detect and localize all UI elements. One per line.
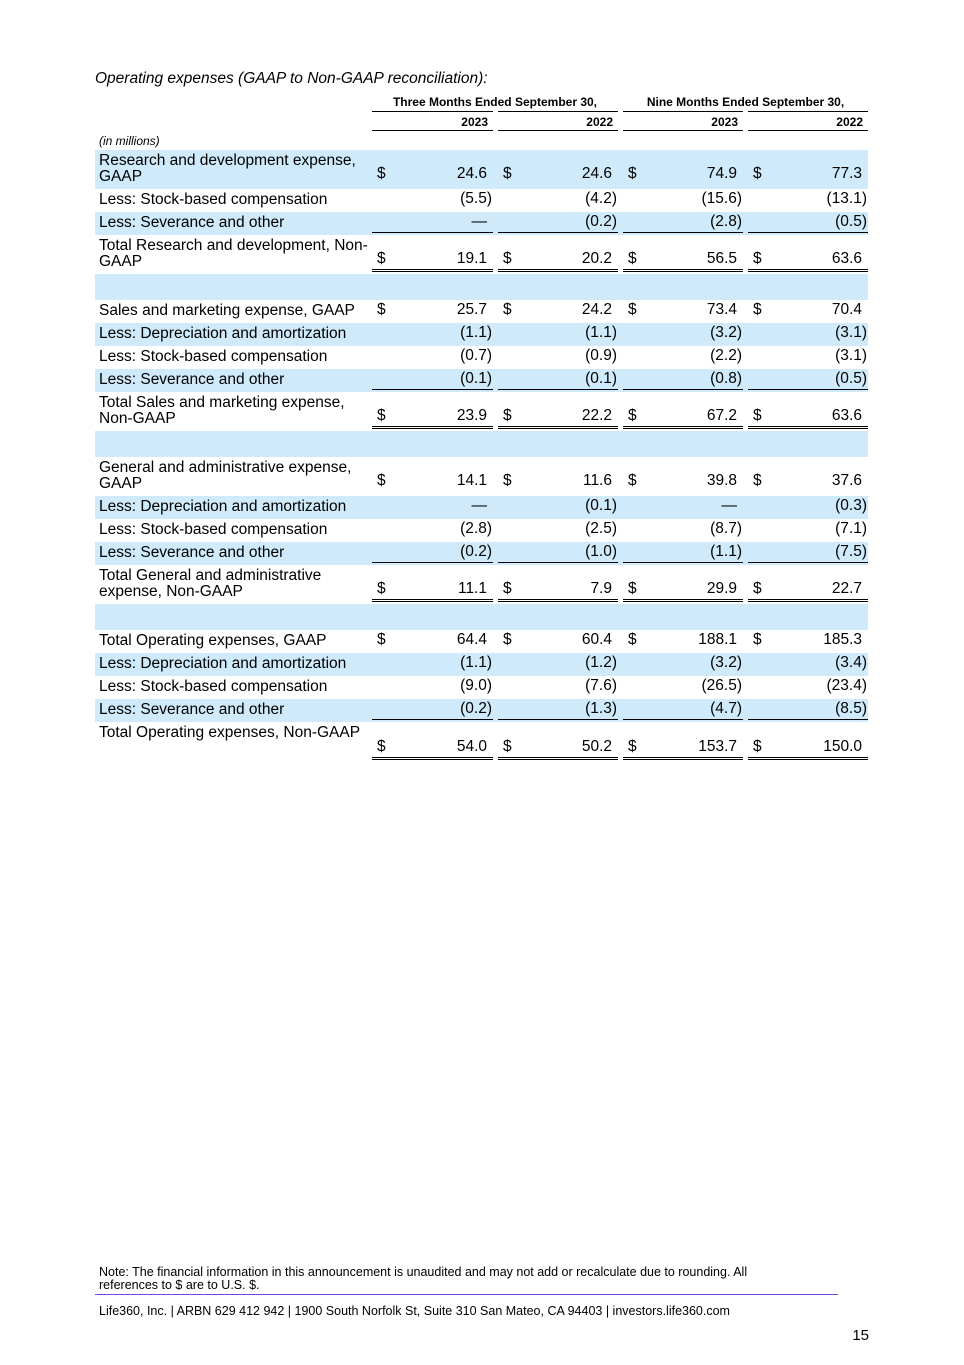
value-cell — [748, 213, 868, 233]
footer-company-info: Life360, Inc. | ARBN 629 412 942 | 1900 South Norfolk St, Suite 310 San Mateo, CA 94403 | investors.life360.com — [99, 1304, 730, 1318]
value-cell — [623, 580, 743, 602]
row-label: General and administrative expense, GAAP — [99, 459, 352, 492]
amount: 14.1 — [456, 472, 487, 489]
amount: 67.2 — [706, 407, 737, 424]
amount: (5.5) — [460, 190, 492, 207]
dollar-sign: $ — [628, 250, 637, 267]
spacer-row — [95, 604, 868, 630]
value-cell — [748, 677, 868, 696]
header-year: 2023 — [372, 115, 493, 131]
amount: 63.6 — [831, 407, 862, 424]
dollar-sign: $ — [503, 631, 512, 648]
amount: 70.4 — [831, 301, 862, 318]
dollar-sign: $ — [628, 407, 637, 424]
amount: (8.7) — [710, 520, 742, 537]
amount: 185.3 — [823, 631, 862, 648]
amount: 50.2 — [581, 738, 612, 755]
row-label: Less: Stock-based compensation — [99, 348, 328, 365]
value-cell — [498, 677, 618, 696]
table-row — [95, 565, 868, 604]
dollar-sign: $ — [628, 631, 637, 648]
value-cell — [623, 677, 743, 696]
amount: (1.0) — [585, 543, 617, 560]
row-label: Less: Severance and other — [99, 701, 285, 718]
table-row — [95, 346, 868, 369]
value-cell — [498, 370, 618, 390]
row-label: Total Operating expenses, GAAP — [99, 632, 327, 649]
table-row — [95, 722, 868, 762]
amount: (4.2) — [585, 190, 617, 207]
value-cell — [498, 520, 618, 539]
amount: 7.9 — [590, 580, 612, 597]
amount: 77.3 — [831, 165, 862, 182]
value-cell — [748, 631, 868, 650]
value-cell — [623, 543, 743, 563]
value-cell — [372, 654, 493, 673]
amount: (0.9) — [585, 347, 617, 364]
row-label: Total Research and development, Non-GAAP — [99, 237, 368, 270]
value-cell — [498, 738, 618, 760]
amount: (2.8) — [460, 520, 492, 537]
value-cell — [372, 347, 493, 366]
value-cell — [748, 165, 868, 184]
amount: (3.1) — [835, 324, 867, 341]
value-cell — [372, 520, 493, 539]
amount: (0.2) — [585, 213, 617, 230]
dollar-sign: $ — [753, 580, 762, 597]
row-label: Research and development expense, GAAP — [99, 152, 356, 185]
value-cell — [372, 250, 493, 272]
value-cell — [748, 520, 868, 539]
table-row — [95, 369, 868, 392]
value-cell — [623, 738, 743, 760]
row-label: Less: Severance and other — [99, 214, 285, 231]
amount: (2.8) — [710, 213, 742, 230]
dollar-sign: $ — [503, 250, 512, 267]
value-cell — [498, 165, 618, 184]
value-cell — [748, 250, 868, 272]
header-year: 2022 — [498, 115, 618, 131]
amount: — — [471, 497, 487, 514]
value-cell — [498, 543, 618, 563]
dollar-sign: $ — [753, 738, 762, 755]
row-label: Less: Stock-based compensation — [99, 521, 328, 538]
dollar-sign: $ — [628, 738, 637, 755]
value-cell — [372, 543, 493, 563]
value-cell — [623, 407, 743, 429]
value-cell — [623, 654, 743, 673]
value-cell — [498, 580, 618, 602]
value-cell — [748, 190, 868, 209]
amount: 153.7 — [698, 738, 737, 755]
value-cell — [498, 472, 618, 491]
amount: (1.1) — [585, 324, 617, 341]
amount: 23.9 — [456, 407, 487, 424]
table-row — [95, 519, 868, 542]
value-cell — [498, 190, 618, 209]
dollar-sign: $ — [503, 165, 512, 182]
dollar-sign: $ — [753, 472, 762, 489]
table-row — [95, 542, 868, 565]
value-cell — [498, 213, 618, 233]
dollar-sign: $ — [753, 631, 762, 648]
value-cell — [748, 497, 868, 516]
dollar-sign: $ — [628, 165, 637, 182]
dollar-sign: $ — [503, 407, 512, 424]
value-cell — [372, 190, 493, 209]
value-cell — [623, 472, 743, 491]
dollar-sign: $ — [377, 165, 386, 182]
dollar-sign: $ — [628, 472, 637, 489]
table-row — [95, 392, 868, 431]
value-cell — [748, 407, 868, 429]
value-cell — [372, 580, 493, 602]
row-label: Less: Stock-based compensation — [99, 678, 328, 695]
table-row — [95, 323, 868, 346]
value-cell — [748, 347, 868, 366]
dollar-sign: $ — [377, 631, 386, 648]
page-number: 15 — [852, 1327, 869, 1344]
footnote: Note: The financial information in this announcement is unaudited and may not add or recalculate due to rounding. All references to $ are to U.S. $. — [99, 1265, 748, 1292]
value-cell — [748, 324, 868, 343]
amount: 11.1 — [457, 580, 487, 597]
units-label: (in millions) — [99, 134, 160, 148]
section-title: Operating expenses (GAAP to Non-GAAP reconciliation): — [95, 70, 488, 87]
amount: 74.9 — [706, 165, 737, 182]
row-label: Less: Severance and other — [99, 544, 285, 561]
amount: 25.7 — [456, 301, 487, 318]
table-row — [95, 630, 868, 653]
value-cell — [748, 370, 868, 390]
row-label: Less: Depreciation and amortization — [99, 498, 347, 515]
amount: 37.6 — [831, 472, 862, 489]
amount: (23.4) — [826, 677, 867, 694]
amount: 54.0 — [456, 738, 487, 755]
dollar-sign: $ — [503, 580, 512, 597]
value-cell — [372, 301, 493, 320]
amount: 24.6 — [456, 165, 487, 182]
value-cell — [748, 580, 868, 602]
dollar-sign: $ — [628, 301, 637, 318]
value-cell — [623, 347, 743, 366]
header-year: 2023 — [623, 115, 743, 131]
amount: (0.5) — [835, 213, 867, 230]
value-cell — [748, 738, 868, 760]
row-label: Total General and administrative expense, Non-GAAP — [99, 567, 322, 600]
table-row — [95, 676, 868, 699]
amount: (15.6) — [701, 190, 742, 207]
dollar-sign: $ — [503, 301, 512, 318]
value-cell — [498, 250, 618, 272]
amount: (1.1) — [460, 324, 492, 341]
value-cell — [498, 654, 618, 673]
spacer-row — [95, 274, 868, 300]
table-row — [95, 212, 868, 235]
value-cell — [748, 472, 868, 491]
amount: 19.1 — [456, 250, 487, 267]
row-label: Less: Depreciation and amortization — [99, 655, 347, 672]
dollar-sign: $ — [377, 738, 386, 755]
value-cell — [623, 370, 743, 390]
amount: (7.6) — [585, 677, 617, 694]
amount: (4.7) — [710, 700, 742, 717]
value-cell — [623, 190, 743, 209]
value-cell — [498, 347, 618, 366]
amount: 39.8 — [706, 472, 737, 489]
amount: 24.6 — [581, 165, 612, 182]
value-cell — [372, 324, 493, 343]
spacer-row — [95, 431, 868, 457]
amount: (3.2) — [710, 654, 742, 671]
dollar-sign: $ — [377, 472, 386, 489]
amount: (2.2) — [710, 347, 742, 364]
amount: — — [721, 497, 737, 514]
value-cell — [372, 631, 493, 650]
amount: (7.1) — [835, 520, 867, 537]
amount: (0.1) — [460, 370, 492, 387]
dollar-sign: $ — [753, 407, 762, 424]
row-label: Total Sales and marketing expense, Non-GAAP — [99, 394, 345, 427]
dollar-sign: $ — [503, 472, 512, 489]
amount: (3.4) — [835, 654, 867, 671]
value-cell — [498, 631, 618, 650]
amount: (0.1) — [585, 497, 617, 514]
value-cell — [623, 700, 743, 720]
amount: (0.1) — [585, 370, 617, 387]
amount: 29.9 — [706, 580, 737, 597]
table-row — [95, 189, 868, 212]
amount: (1.3) — [585, 700, 617, 717]
dollar-sign: $ — [503, 738, 512, 755]
amount: (13.1) — [826, 190, 867, 207]
value-cell — [372, 677, 493, 696]
amount: (1.1) — [710, 543, 742, 560]
row-label: Less: Depreciation and amortization — [99, 325, 347, 342]
amount: (1.1) — [460, 654, 492, 671]
value-cell — [623, 324, 743, 343]
value-cell — [372, 497, 493, 516]
table-row — [95, 457, 868, 496]
dollar-sign: $ — [377, 407, 386, 424]
amount: 64.4 — [456, 631, 487, 648]
table-row — [95, 235, 868, 274]
value-cell — [623, 165, 743, 184]
value-cell — [748, 301, 868, 320]
value-cell — [372, 700, 493, 720]
row-label: Less: Stock-based compensation — [99, 191, 328, 208]
header-year: 2022 — [748, 115, 868, 131]
amount: — — [471, 213, 487, 230]
value-cell — [748, 700, 868, 720]
amount: (0.3) — [835, 497, 867, 514]
value-cell — [623, 301, 743, 320]
amount: 11.6 — [582, 472, 612, 489]
value-cell — [498, 324, 618, 343]
amount: (0.7) — [460, 347, 492, 364]
value-cell — [498, 497, 618, 516]
amount: (9.0) — [460, 677, 492, 694]
amount: (3.2) — [710, 324, 742, 341]
amount: (3.1) — [835, 347, 867, 364]
amount: 63.6 — [831, 250, 862, 267]
value-cell — [372, 165, 493, 184]
amount: (0.2) — [460, 700, 492, 717]
amount: 188.1 — [698, 631, 737, 648]
value-cell — [623, 520, 743, 539]
amount: 60.4 — [581, 631, 612, 648]
dollar-sign: $ — [753, 250, 762, 267]
amount: (26.5) — [701, 677, 742, 694]
amount: 150.0 — [823, 738, 862, 755]
amount: 73.4 — [706, 301, 737, 318]
dollar-sign: $ — [377, 580, 386, 597]
table-row — [95, 653, 868, 676]
row-label: Total Operating expenses, Non-GAAP — [99, 724, 361, 741]
amount: 22.7 — [831, 580, 862, 597]
value-cell — [372, 407, 493, 429]
amount: (0.5) — [835, 370, 867, 387]
footer-divider — [95, 1294, 838, 1295]
value-cell — [498, 700, 618, 720]
amount: (7.5) — [835, 543, 867, 560]
dollar-sign: $ — [753, 301, 762, 318]
value-cell — [498, 301, 618, 320]
amount: (8.5) — [835, 700, 867, 717]
value-cell — [372, 370, 493, 390]
header-three-months-label: Three Months Ended September 30, — [392, 95, 598, 109]
value-cell — [623, 497, 743, 516]
dollar-sign: $ — [377, 250, 386, 267]
dollar-sign: $ — [377, 301, 386, 318]
value-cell — [623, 213, 743, 233]
row-label: Sales and marketing expense, GAAP — [99, 302, 355, 319]
value-cell — [623, 631, 743, 650]
value-cell — [748, 543, 868, 563]
amount: (2.5) — [585, 520, 617, 537]
amount: 22.2 — [581, 407, 612, 424]
amount: (1.2) — [585, 654, 617, 671]
amount: 20.2 — [581, 250, 612, 267]
value-cell — [623, 250, 743, 272]
table-row — [95, 496, 868, 519]
table-row — [95, 300, 868, 323]
amount: (0.8) — [710, 370, 742, 387]
value-cell — [372, 213, 493, 233]
amount: 56.5 — [706, 250, 737, 267]
dollar-sign: $ — [628, 580, 637, 597]
table-row — [95, 699, 868, 722]
value-cell — [372, 738, 493, 760]
amount: 24.2 — [581, 301, 612, 318]
dollar-sign: $ — [753, 165, 762, 182]
row-label: Less: Severance and other — [99, 371, 285, 388]
value-cell — [498, 407, 618, 429]
value-cell — [372, 472, 493, 491]
table-row — [95, 150, 868, 189]
amount: (0.2) — [460, 543, 492, 560]
value-cell — [748, 654, 868, 673]
header-nine-months-label: Nine Months Ended September 30, — [646, 95, 845, 109]
